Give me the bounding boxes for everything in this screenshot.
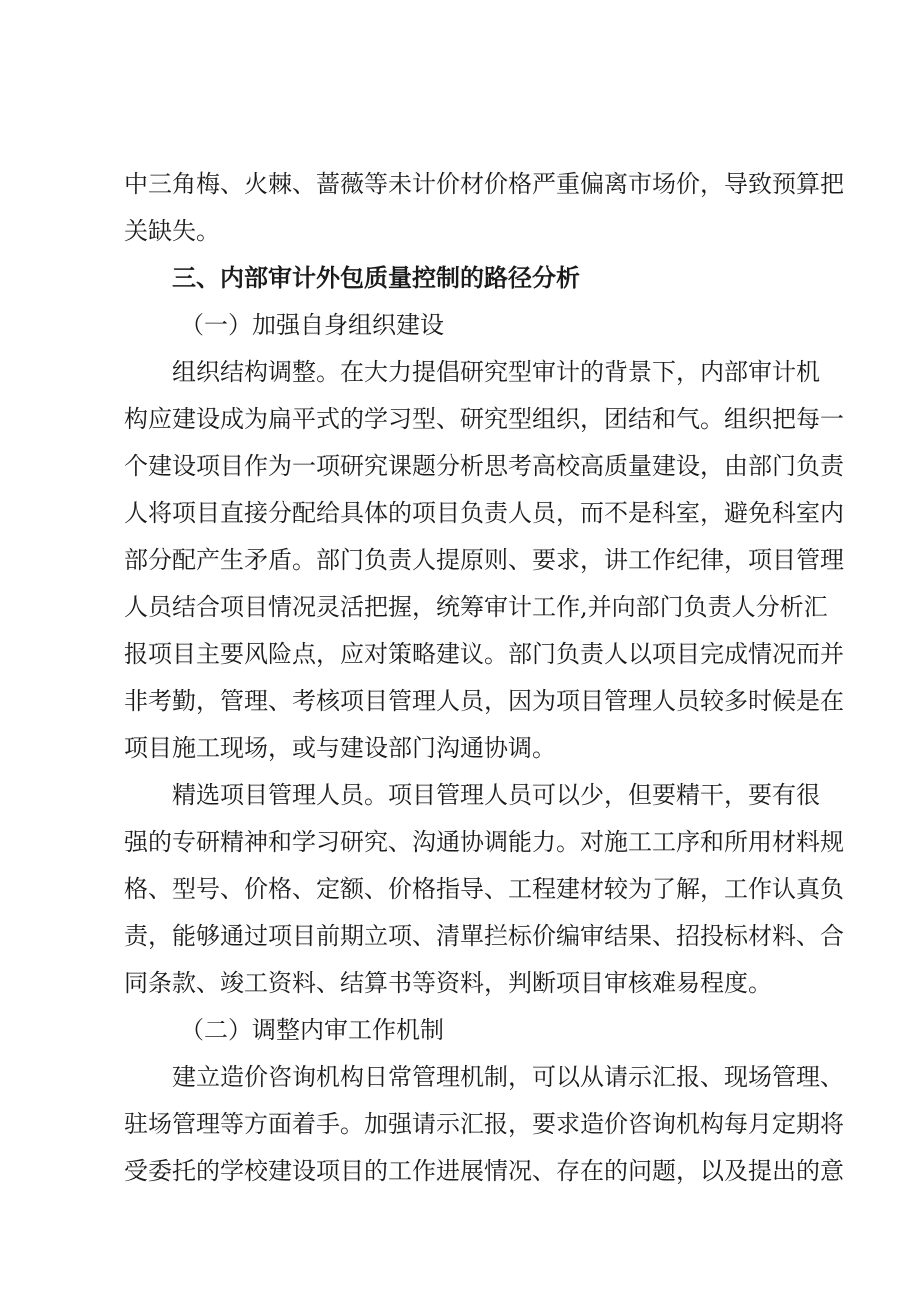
paragraph-line: 中三角梅、火棘、蔷薇等未计价材价格严重偏离市场价，导致预算把 [124, 170, 844, 198]
paragraph-line: 受委托的学校建设项目的工作进展情况、存在的问题，以及提出的意 [124, 1157, 844, 1185]
paragraph-line: 精选项目管理人员。项目管理人员可以少，但要精干，要有很 [172, 781, 820, 809]
subsection-heading: （一）加强自身组织建设 [180, 311, 444, 339]
paragraph-line: 人将项目直接分配给具体的项目负责人员，而不是科室，避免科室内 [124, 499, 844, 527]
paragraph-line: 责，能够通过项目前期立项、清單拦标价编审结果、招投标材料、合 [124, 922, 844, 950]
paragraph-line: 个建设项目作为一项研究课题分析思考高校高质量建设，由部门负责 [124, 452, 844, 480]
paragraph-line: 强的专研精神和学习研究、沟通协调能力。对施工工序和所用材料规 [124, 828, 844, 856]
paragraph-line: 关缺失。 [124, 217, 220, 245]
paragraph-line: 人员结合项目情况灵活把握，统筹审计工作,并向部门负责人分析汇 [124, 593, 828, 621]
paragraph-line: 构应建设成为扁平式的学习型、研究型组织，团结和气。组织把每一 [124, 405, 844, 433]
paragraph-line: 报项目主要风险点，应对策略建议。部门负责人以项目完成情况而并 [124, 640, 844, 668]
paragraph-line: 非考勤，管理、考核项目管理人员，因为项目管理人员较多时候是在 [124, 687, 844, 715]
subsection-heading: （二）调整内审工作机制 [180, 1016, 444, 1044]
section-heading: 三、内部审计外包质量控制的路径分析 [172, 264, 580, 292]
paragraph-line: 驻场管理等方面着手。加强请示汇报，要求造价咨询机构每月定期将 [124, 1110, 844, 1138]
paragraph-line: 建立造价咨询机构日常管理机制，可以从请示汇报、现场管理、 [172, 1063, 844, 1091]
paragraph-line: 部分配产生矛盾。部门负责人提原则、要求，讲工作纪律，项目管理 [124, 546, 844, 574]
paragraph-line: 组织结构调整。在大力提倡研究型审计的背景下，内部审计机 [172, 358, 820, 386]
paragraph-line: 格、型号、价格、定额、价格指导、工程建材较为了解，工作认真负 [124, 875, 844, 903]
paragraph-line: 项目施工现场，或与建设部门沟通协调。 [124, 734, 556, 762]
paragraph-line: 同条款、竣工资料、结算书等资料，判断项目审核难易程度。 [124, 969, 772, 997]
